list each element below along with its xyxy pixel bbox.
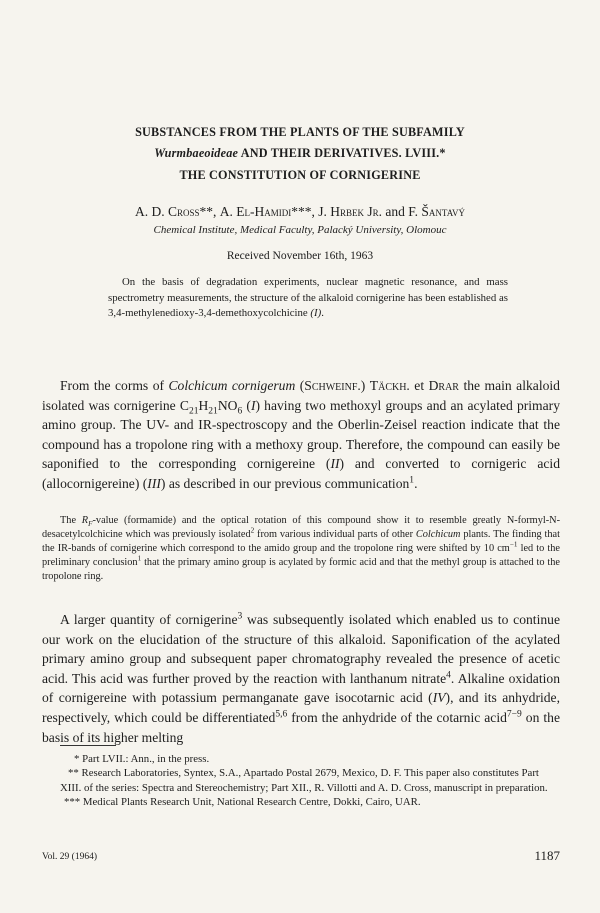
taxon-author: Drar bbox=[428, 378, 459, 393]
reference-mark: 4 bbox=[446, 670, 451, 681]
author-4: F. Šantavý bbox=[408, 204, 466, 219]
text: ) having two methoxyl groups and an acylated primary amino group. The UV- and IR-spectroscopy and the Oberlin-Zeisel reaction indicate that the compound has a tropolone ring with a methoxy group. Therefore, the compound can easily be saponified to the corresponding cornigereine ( bbox=[42, 397, 560, 472]
affiliation: Chemical Institute, Medical Faculty, Palacký University, Olomouc bbox=[153, 224, 447, 236]
abstract-text: On the basis of degradation experiments, nuclear magnetic resonance, and mass spectrometry measurements, the structure of the alkaloid cornigerine has been established as 3,4-methylenedioxy-3,4-demethoxycolchicine bbox=[108, 276, 508, 319]
paragraph-1 bbox=[42, 376, 560, 494]
abstract-compound: (I) bbox=[310, 307, 322, 319]
text: ) and converted to cornigeric acid (allocornigereine) ( bbox=[42, 456, 560, 491]
compound-label: I bbox=[250, 397, 256, 413]
compound-label: II bbox=[330, 456, 340, 472]
text: A larger quantity of cornigerine bbox=[60, 612, 238, 627]
text: From the corms of bbox=[60, 378, 169, 393]
text: led to the preliminary conclusion bbox=[42, 543, 560, 568]
compound-label: III bbox=[147, 475, 161, 491]
footnote-3 bbox=[60, 795, 560, 809]
rf-subscript: F bbox=[88, 520, 93, 529]
text: . Alkaline oxidation of cornigereine with potassium permanganate gave isocotarnic acid ( bbox=[42, 670, 560, 706]
reference-mark: 2 bbox=[250, 526, 255, 535]
footnote-rule bbox=[60, 745, 116, 746]
paragraph-2 bbox=[42, 610, 560, 747]
text: from various individual parts of other bbox=[254, 529, 416, 540]
text: et bbox=[409, 378, 429, 393]
rf-symbol: R bbox=[81, 515, 89, 526]
title-line-2-rest: AND THEIR DERIVATIVES. LVIII.* bbox=[238, 146, 446, 160]
footnote-mark: ** bbox=[68, 767, 82, 780]
text: ( bbox=[295, 378, 305, 393]
text: NO bbox=[217, 397, 238, 413]
text: that the primary amino group is acylated by formic acid and that the methyl group is attached to the tropolone ring. bbox=[42, 557, 560, 582]
text: the main alkaloid isolated was cornigerine C bbox=[42, 378, 560, 413]
reference-mark: 5,6 bbox=[275, 709, 288, 720]
text: from the anhydride of the cotarnic acid bbox=[287, 709, 507, 725]
author-sep: and bbox=[381, 204, 409, 219]
taxon-author: Schweinf. bbox=[304, 378, 361, 393]
text: was subsequently isolated which enabled us to continue our work on the elucidation of the structure of this alkaloid. Saponification of the acylated primary amino group and subsequent paper chromatography revealed the presence of acetic acid. This acid was further proved by the reaction with lanthanum nitrate bbox=[42, 612, 560, 686]
received-date: Received November 16th, 1963 bbox=[226, 250, 374, 262]
reference-mark: 1 bbox=[137, 554, 142, 563]
author-2: A. El-Hamidi*** bbox=[219, 204, 312, 219]
text: . bbox=[414, 475, 418, 491]
taxon-author: Täckh. bbox=[369, 378, 410, 393]
footnote-text: Medical Plants Research Unit, National Research Centre, Dokki, Cairo, UAR. bbox=[82, 796, 421, 809]
abstract bbox=[108, 275, 508, 322]
superscript: −1 bbox=[509, 540, 518, 549]
text: ( bbox=[242, 397, 251, 413]
footnote-mark: *** bbox=[64, 796, 83, 809]
page-number: 1187 bbox=[534, 848, 560, 863]
subscript: 6 bbox=[237, 406, 243, 417]
title-taxon: Wurmbaeoideae bbox=[154, 146, 239, 160]
reference-mark: 7−9 bbox=[506, 709, 522, 720]
footnote-text: Research Laboratories, Syntex, S.A., Apartado Postal 2679, Mexico, D. F. This paper also constitutes Part XIII. of the series: Spectra and Stereochemistry; Part XII., R. Villotti and A. D. Cross, manuscript in preparation. bbox=[60, 767, 548, 794]
author-3: J. Hrbek Jr. bbox=[318, 204, 382, 219]
text: ), and its anhydride, respectively, which could be differentiated bbox=[42, 690, 560, 725]
subscript: 21 bbox=[208, 406, 218, 417]
small-print-paragraph bbox=[42, 514, 560, 584]
text: H bbox=[198, 397, 209, 413]
text: ) as described in our previous communication bbox=[160, 475, 410, 491]
text: ) bbox=[360, 378, 370, 393]
footnotes bbox=[60, 752, 560, 810]
text: plants. The finding that the IR-bands of cornigerine which correspond to the amido group and the tropolone ring were shifted by 10 cm bbox=[42, 529, 560, 554]
journal-volume: Vol. 29 (1964) bbox=[42, 852, 97, 862]
species-name: Colchicum cornigerum bbox=[168, 378, 296, 393]
reference-mark: 3 bbox=[237, 611, 243, 622]
title-line-1: SUBSTANCES FROM THE PLANTS OF THE SUBFAMILY bbox=[135, 125, 465, 139]
footnote-mark: * bbox=[74, 753, 83, 765]
author-sep: , bbox=[311, 204, 319, 219]
title-line-2 bbox=[0, 146, 600, 161]
footnote-text: Part LVII.: Ann., in the press. bbox=[82, 753, 210, 765]
text: The bbox=[60, 515, 82, 526]
text: on the basis of its higher melting bbox=[42, 709, 560, 745]
authors bbox=[0, 204, 600, 220]
abstract-end: . bbox=[321, 307, 324, 319]
text: -value (formamide) and the optical rotation of this compound show it to resemble greatly N-formyl-N-desacetylcolchicine which was previously isolated bbox=[42, 515, 560, 540]
subscript: 21 bbox=[188, 406, 199, 417]
compound-label: IV bbox=[432, 690, 446, 706]
author-sep: , bbox=[212, 204, 220, 219]
reference-mark: 1 bbox=[409, 475, 415, 486]
genus-name: Colchicum bbox=[415, 529, 461, 540]
footnote-2 bbox=[60, 766, 560, 795]
footnote-1 bbox=[60, 752, 560, 766]
title-line-3: THE CONSTITUTION OF CORNIGERINE bbox=[179, 168, 421, 182]
author-1: A. D. Cross** bbox=[134, 204, 213, 219]
